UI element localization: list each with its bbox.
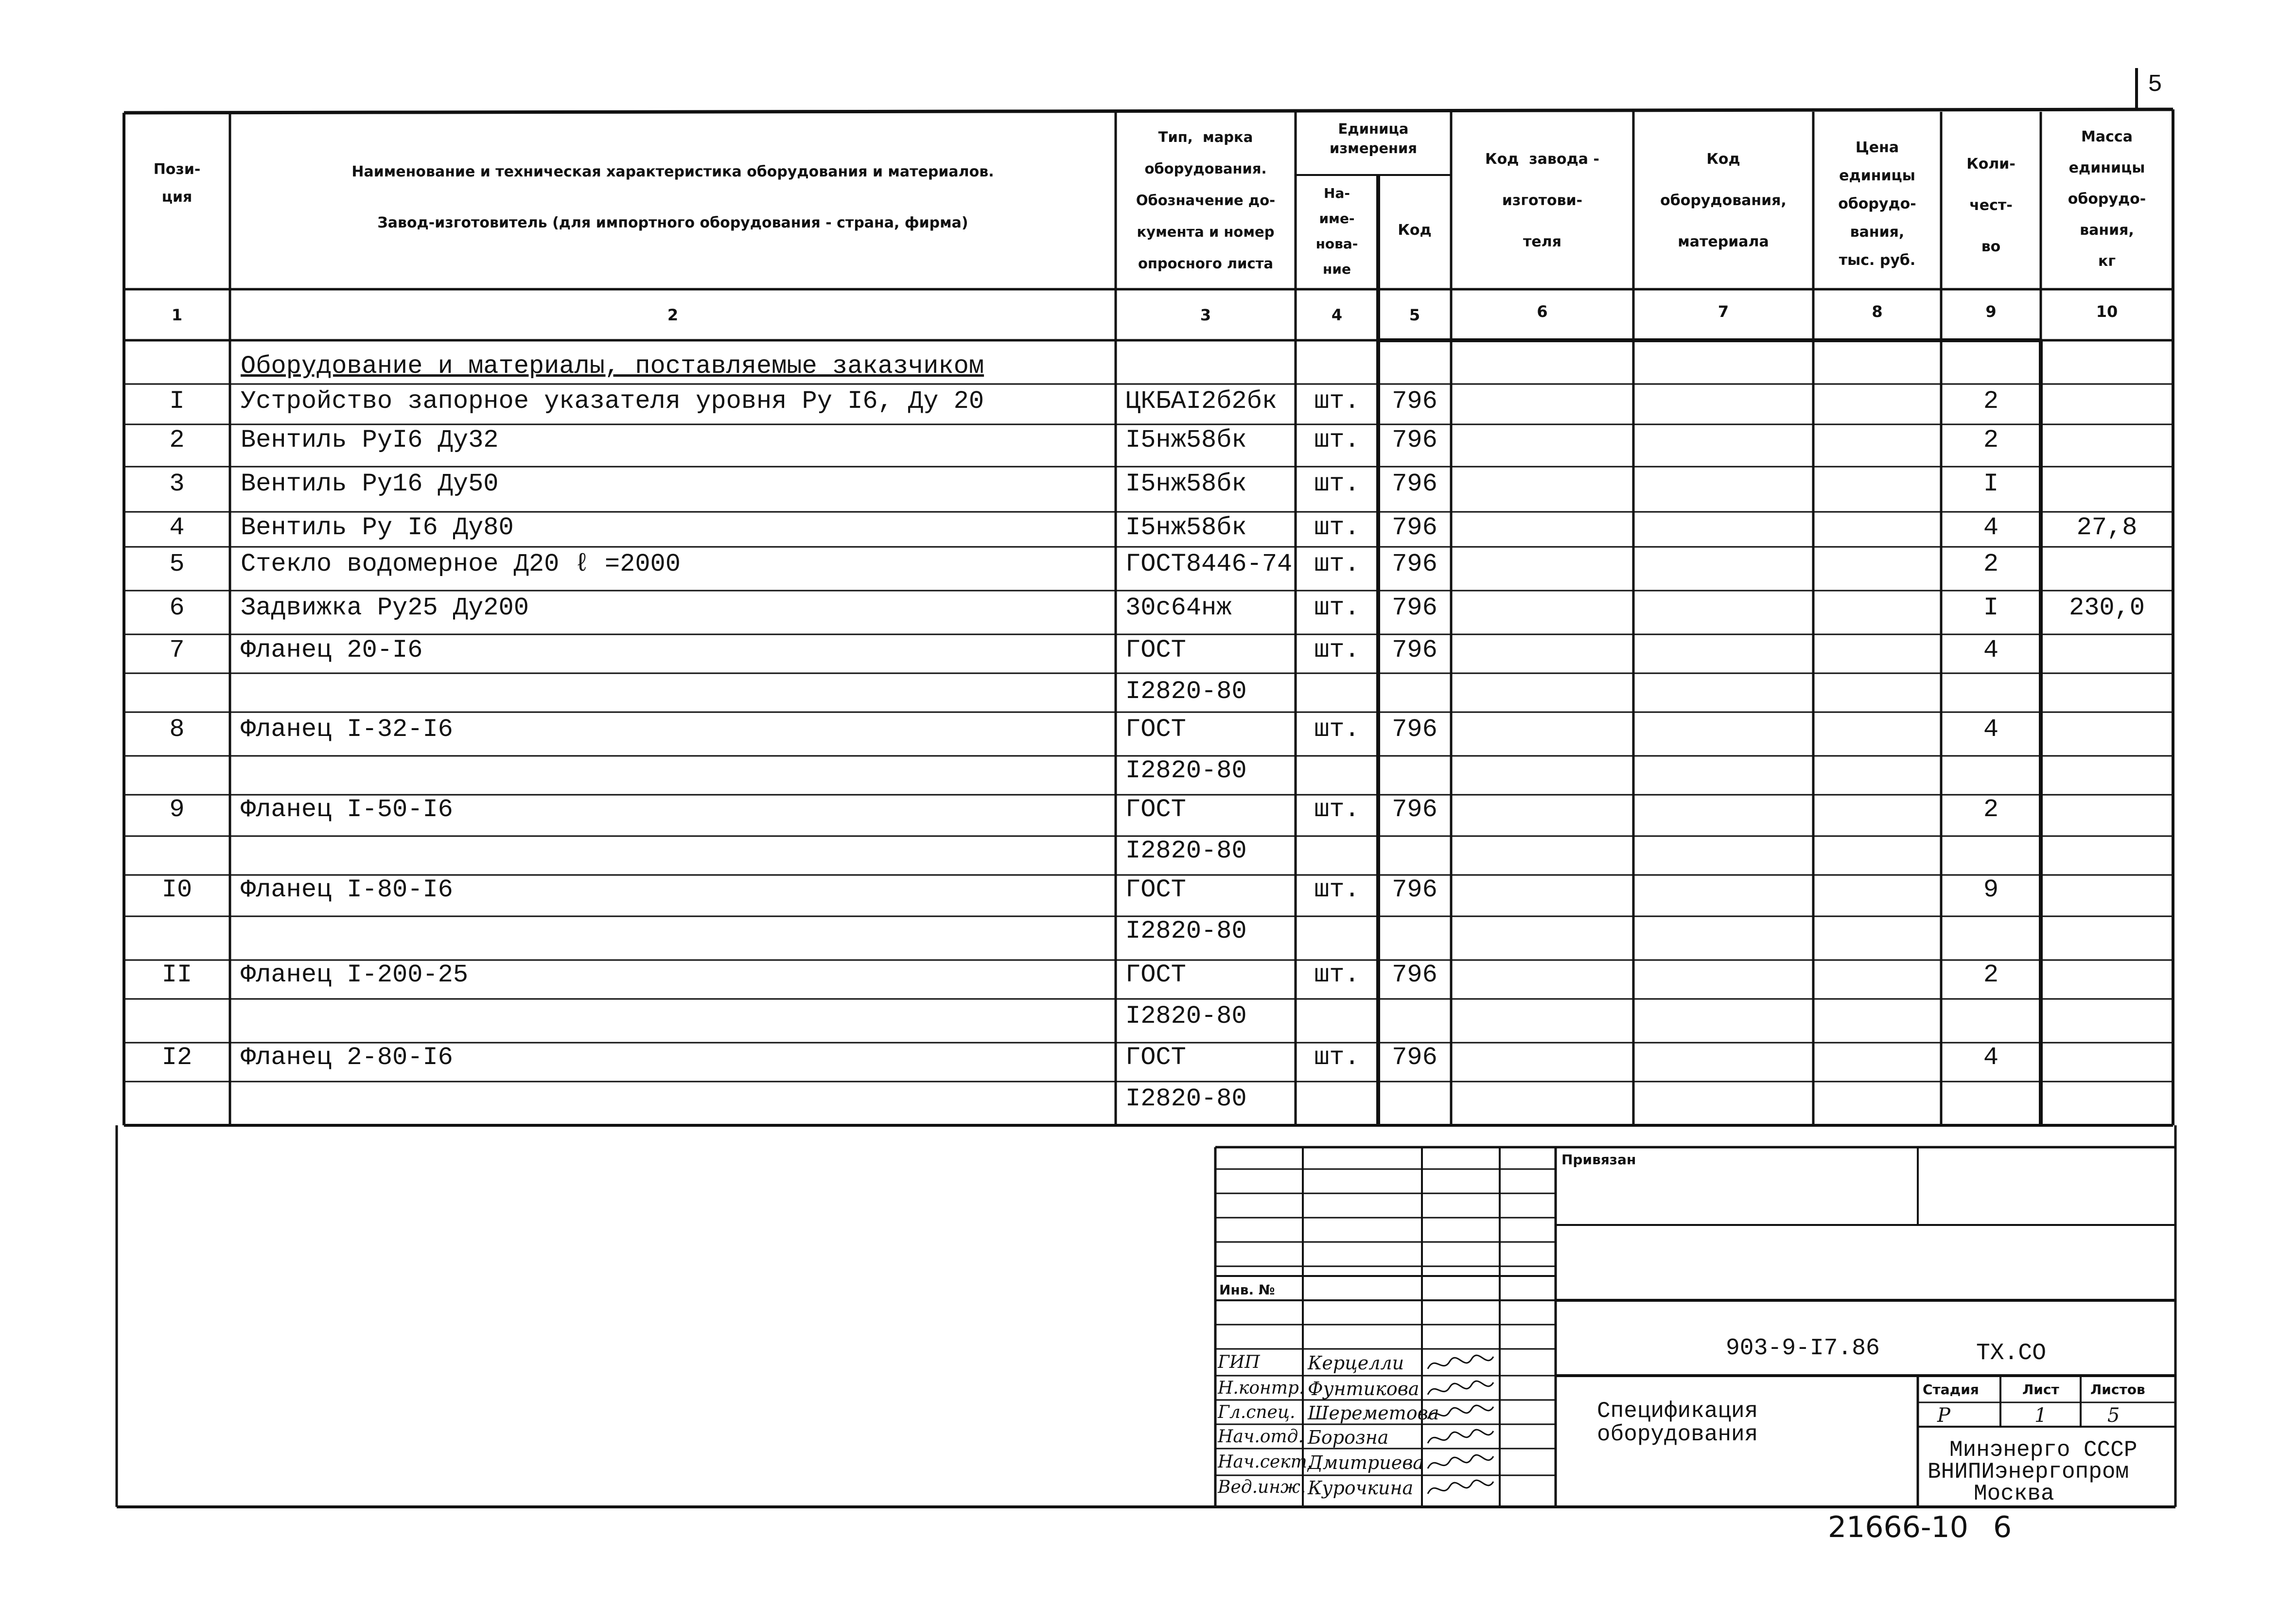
header-unit-name: На- име- нова- ние — [1315, 185, 1358, 277]
row-name: Вентиль РуI6 Ду32 — [241, 426, 499, 454]
row-quantity: 4 — [1983, 1043, 1999, 1072]
row-unit: шт. — [1314, 594, 1360, 622]
column-number: 9 — [1985, 302, 1997, 321]
stage-value: Р — [1937, 1404, 1950, 1427]
row-quantity: 2 — [1983, 795, 1999, 824]
row-quantity: 4 — [1983, 513, 1999, 542]
row-unit: шт. — [1314, 636, 1360, 664]
row-name: Задвижка Ру25 Ду200 — [241, 594, 529, 622]
row-unit-code: 796 — [1392, 550, 1437, 578]
row-name: Вентиль Ру16 Ду50 — [241, 470, 499, 498]
signatory-name: Шереметова — [1308, 1402, 1439, 1424]
column-number: 1 — [171, 306, 183, 324]
column-number: 3 — [1200, 306, 1211, 324]
column-number: 7 — [1718, 302, 1729, 321]
row-type-line2: I2820-80 — [1125, 677, 1247, 706]
sheet-value: 1 — [2034, 1404, 2047, 1427]
header-position: Пози- ция — [153, 161, 201, 206]
row-unit: шт. — [1314, 470, 1360, 498]
inv-no-label: Инв. № — [1219, 1282, 1275, 1298]
document-title-line1: Спецификация — [1597, 1398, 1758, 1424]
header-mass: Масса единицы оборудо- вания, кг — [2068, 128, 2146, 270]
row-unit: шт. — [1314, 961, 1360, 989]
row-position: 9 — [169, 795, 185, 824]
row-position: 8 — [169, 715, 185, 744]
row-type: ГОСТ8446-74 — [1125, 550, 1293, 578]
row-name: Устройство запорное указателя уровня Ру I6, Ду 20 — [241, 387, 984, 416]
row-mass: 27,8 — [2076, 513, 2138, 542]
row-unit-code: 796 — [1392, 1043, 1437, 1072]
row-type: ЦКБАI2б2бк — [1125, 387, 1278, 416]
signature-mark — [1425, 1477, 1498, 1501]
row-type-line2: I2820-80 — [1125, 1084, 1247, 1113]
row-unit: шт. — [1314, 550, 1360, 578]
signature-mark — [1425, 1451, 1498, 1476]
signatory-name: Борозна — [1308, 1427, 1389, 1448]
row-name: Фланец I-200-25 — [241, 961, 469, 989]
row-quantity: 2 — [1983, 550, 1999, 578]
row-unit-code: 796 — [1392, 470, 1437, 498]
row-unit-code: 796 — [1392, 513, 1437, 542]
section-title: Оборудование и материалы, поставляемые заказчиком — [241, 352, 984, 381]
signatory-name: Курочкина — [1308, 1477, 1414, 1499]
signatory-role: Гл.спец. — [1218, 1402, 1296, 1422]
row-name: Фланец I-32-I6 — [241, 715, 453, 744]
sheets-value: 5 — [2107, 1404, 2120, 1427]
organization-line2: ВНИПИэнергопром — [1928, 1459, 2129, 1485]
row-type: 30с64нж — [1125, 594, 1232, 622]
row-unit-code: 796 — [1392, 875, 1437, 904]
document-suffix: ТХ.СО — [1976, 1340, 2047, 1366]
row-unit-code: 796 — [1392, 715, 1437, 744]
row-mass: 230,0 — [2068, 594, 2145, 622]
row-type-line2: I2820-80 — [1125, 837, 1247, 865]
row-quantity: I — [1983, 594, 1999, 622]
signature-mark — [1425, 1378, 1498, 1402]
row-quantity: I — [1983, 470, 1999, 498]
row-name: Стекло водомерное Д20 ℓ =2000 — [241, 550, 681, 578]
row-type: I5нж58бк — [1125, 470, 1247, 498]
row-quantity: 2 — [1983, 426, 1999, 454]
row-name: Фланец 20-I6 — [241, 636, 423, 664]
privyazan-label: Привязан — [1561, 1152, 1636, 1168]
signatory-name: Дмитриева — [1308, 1452, 1424, 1473]
header-name-line1: Наименование и техническая характеристика оборудования и материалов. — [351, 163, 994, 180]
row-position: I0 — [161, 875, 193, 904]
row-quantity: 4 — [1983, 715, 1999, 744]
signature-mark — [1425, 1352, 1498, 1376]
row-unit: шт. — [1314, 875, 1360, 904]
signatory-name: Фунтикова — [1308, 1378, 1420, 1399]
row-name: Фланец I-80-I6 — [241, 875, 453, 904]
row-quantity: 9 — [1983, 875, 1999, 904]
row-type: I5нж58бк — [1125, 513, 1247, 542]
signatory-role: Н.контр. — [1218, 1378, 1305, 1398]
header-unit-code: Код — [1398, 222, 1432, 239]
row-position: 3 — [169, 470, 185, 498]
row-position: 4 — [169, 513, 185, 542]
row-type: ГОСТ — [1125, 961, 1186, 989]
row-unit-code: 796 — [1392, 426, 1437, 454]
signatory-role: Нач.сект. — [1218, 1452, 1313, 1472]
row-position: 2 — [169, 426, 185, 454]
row-type: ГОСТ — [1125, 795, 1186, 824]
header-price: Цена единицы оборудо- вания, тыс. руб. — [1838, 139, 1916, 269]
column-number: 2 — [667, 306, 679, 324]
row-name: Фланец 2-80-I6 — [241, 1043, 453, 1072]
column-number: 4 — [1331, 306, 1343, 324]
row-unit: шт. — [1314, 1043, 1360, 1072]
row-quantity: 2 — [1983, 387, 1999, 416]
header-name-line2: Завод-изготовитель (для импортного оборудования - страна, фирма) — [377, 214, 968, 231]
column-number: 10 — [2096, 302, 2118, 321]
row-position: II — [161, 961, 193, 989]
row-unit: шт. — [1314, 387, 1360, 416]
row-position: I2 — [161, 1043, 193, 1072]
row-name: Вентиль Ру I6 Ду80 — [241, 513, 514, 542]
column-number: 8 — [1872, 302, 1883, 321]
header-type: Тип, марка оборудования. Обозначение до- кумента и номер опросного листа — [1136, 129, 1276, 272]
row-position: 6 — [169, 594, 185, 622]
archive-number: 21666-10 — [1828, 1510, 1968, 1544]
signature-mark — [1425, 1426, 1498, 1451]
signatory-name: Керцелли — [1308, 1352, 1404, 1374]
column-number: 5 — [1409, 306, 1420, 324]
organization-line3: Москва — [1974, 1481, 2054, 1506]
signatory-role: Вед.инж. — [1218, 1477, 1306, 1497]
row-unit-code: 796 — [1392, 961, 1437, 989]
row-unit-code: 796 — [1392, 636, 1437, 664]
row-type: ГОСТ — [1125, 715, 1186, 744]
document-title-line2: оборудования — [1597, 1422, 1758, 1447]
row-type: ГОСТ — [1125, 875, 1186, 904]
header-equipment-code: Код оборудования, материала — [1660, 151, 1787, 250]
stage-label: Стадия — [1923, 1381, 1979, 1398]
row-quantity: 2 — [1983, 961, 1999, 989]
row-unit: шт. — [1314, 795, 1360, 824]
document-code: 903-9-I7.86 — [1726, 1335, 1880, 1362]
row-name: Фланец I-50-I6 — [241, 795, 453, 824]
archive-page: 6 — [1993, 1510, 2012, 1544]
row-type: ГОСТ — [1125, 1043, 1186, 1072]
row-type: ГОСТ — [1125, 636, 1186, 664]
row-type: I5нж58бк — [1125, 426, 1247, 454]
row-type-line2: I2820-80 — [1125, 1002, 1247, 1031]
row-type-line2: I2820-80 — [1125, 756, 1247, 785]
row-unit-code: 796 — [1392, 795, 1437, 824]
row-unit: шт. — [1314, 513, 1360, 542]
page-number: 5 — [2148, 71, 2163, 99]
row-unit: шт. — [1314, 426, 1360, 454]
organization-line1: Минэнерго СССР — [1949, 1437, 2138, 1463]
row-unit-code: 796 — [1392, 594, 1437, 622]
sheet-label: Лист — [2022, 1381, 2059, 1398]
column-number: 6 — [1537, 302, 1548, 321]
row-position: I — [169, 387, 185, 416]
header-factory-code: Код завода - изготови- теля — [1485, 151, 1599, 250]
row-unit: шт. — [1314, 715, 1360, 744]
signatory-role: ГИП — [1218, 1352, 1260, 1372]
signature-mark — [1425, 1402, 1498, 1426]
signatory-role: Нач.отд. — [1218, 1427, 1304, 1447]
header-quantity: Коли- чест- во — [1966, 156, 2016, 255]
row-position: 7 — [169, 636, 185, 664]
row-unit-code: 796 — [1392, 387, 1437, 416]
sheets-label: Листов — [2090, 1381, 2145, 1398]
row-quantity: 4 — [1983, 636, 1999, 664]
row-position: 5 — [169, 550, 185, 578]
header-unit: Единица измерения — [1330, 121, 1417, 157]
row-type-line2: I2820-80 — [1125, 917, 1247, 945]
